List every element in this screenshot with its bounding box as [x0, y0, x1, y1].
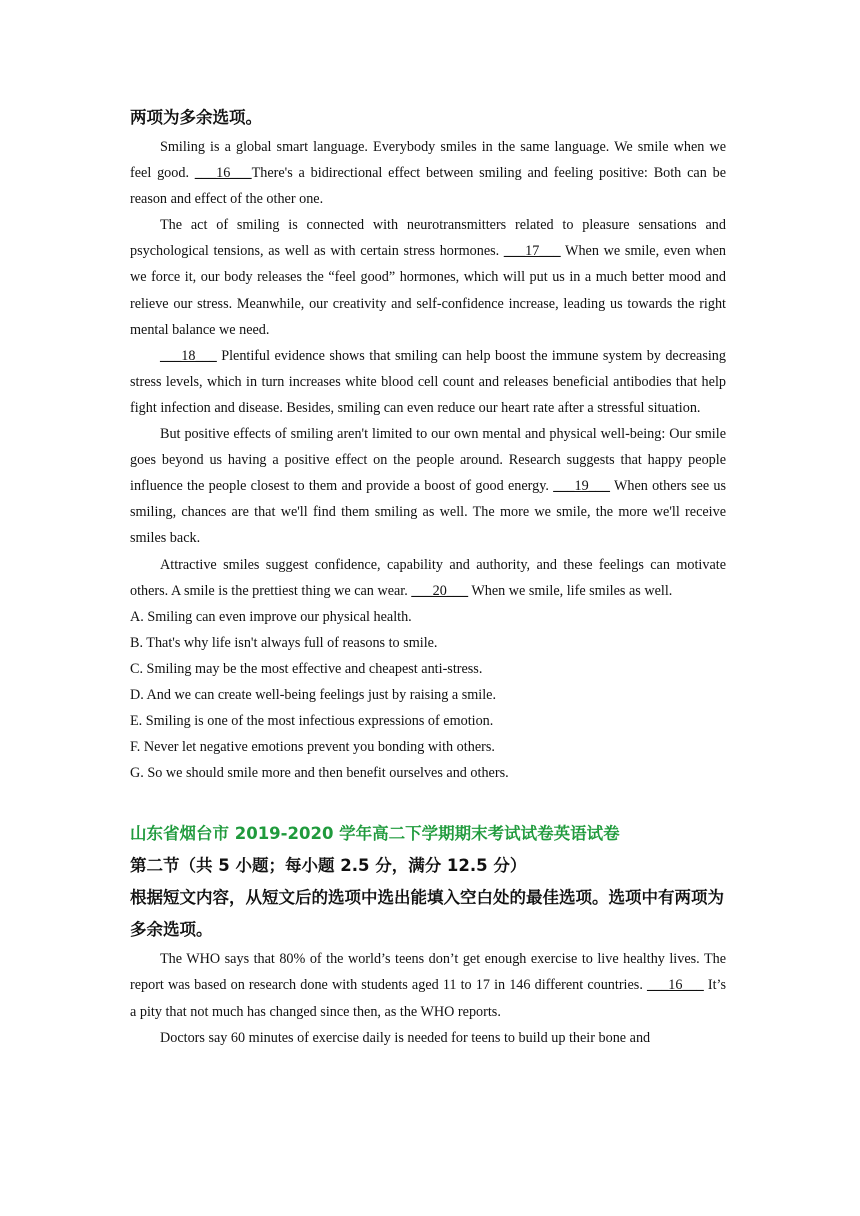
part-heading: 第二节（共 5 小题；每小题 2.5 分，满分 12.5 分） [130, 856, 527, 876]
passage1-paragraph-5: Attractive smiles suggest confidence, capability and authority, and these feelings can motivate others. A smile is the prettiest thing we can wear. ___20___ When we smile, life smiles as well. [130, 556, 726, 599]
source-title: 山东省烟台市 2019-2020 学年高二下学期期末考试试卷英语试卷 [130, 824, 620, 844]
answer-options [130, 604, 726, 787]
section-spacer [130, 786, 726, 818]
passage1-paragraph-3: ___18___ Plentiful evidence shows that smiling can help boost the immune system by decreasing stress levels, which in turn increases white blood cell count and releases beneficial antibodies that help fight infection and disease. Besides, smiling can even reduce our heart rate after a stressful situation. [130, 347, 726, 416]
blank-18[interactable]: ___18___ [160, 347, 217, 364]
blank-16[interactable]: ___16___ [194, 165, 252, 182]
option-a[interactable]: A. Smiling can even improve our physical health. [130, 608, 412, 625]
option-f[interactable]: F. Never let negative emotions prevent you bonding with others. [130, 739, 495, 756]
passage1-paragraph-1: Smiling is a global smart language. Everybody smiles in the same language. We smile when we feel good. ___16___There's a bidirectional effect between smiling and feeling positive: Both can be reason and effect of the other one. [130, 139, 726, 208]
passage1-paragraph-4: But positive effects of smiling aren't limited to our own mental and physical well-being: Our smile goes beyond us having a positive effect on the people around. Research suggests that happy people influence the people closest to them and provide a boost of good energy. ___19___ When others see us smiling, chances are that we'll find them smiling as well. The more we smile, the more we'll receive smiles back. [130, 426, 726, 547]
passage1-paragraph-2: The act of smiling is connected with neurotransmitters related to pleasure sensations and psychological tensions, as well as with certain stress hormones. ___17___ When we smile, even when we force it, our body releases the “feel good” hormones, which will put us in a much better mood and relieve our stress. Meanwhile, our creativity and self-confidence increase, leading us towards the right mental balance we need. [130, 217, 726, 338]
passage2-paragraph-1: The WHO says that 80% of the world’s teens don’t get enough exercise to live healthy lives. The report was based on research done with students aged 11 to 17 in 146 different countries. ___16___ It’s a pity that not much has changed since then, as the WHO reports. [130, 951, 726, 1020]
option-e[interactable]: E. Smiling is one of the most infectious expressions of emotion. [130, 713, 494, 730]
option-g[interactable]: G. So we should smile more and then benefit ourselves and others. [130, 765, 509, 782]
instruction-tail: 两项为多余选项。 [130, 108, 262, 127]
document-content [130, 102, 726, 1051]
blank-16[interactable]: ___16___ [647, 977, 704, 994]
instruction-text: 根据短文内容，从短文后的选项中选出能填入空白处的最佳选项。选项中有两项为多余选项。 [130, 888, 724, 940]
blank-20[interactable]: ___20___ [411, 582, 469, 599]
option-c[interactable]: C. Smiling may be the most effective and cheapest anti-stress. [130, 660, 483, 677]
blank-17[interactable]: ___17___ [503, 243, 561, 260]
blank-19[interactable]: ___19___ [553, 478, 610, 495]
passage2-paragraph-2: Doctors say 60 minutes of exercise daily is needed for teens to build up their bone and [160, 1029, 651, 1046]
option-d[interactable]: D. And we can create well-being feelings just by raising a smile. [130, 686, 497, 703]
option-b[interactable]: B. That's why life isn't always full of reasons to smile. [130, 634, 438, 651]
